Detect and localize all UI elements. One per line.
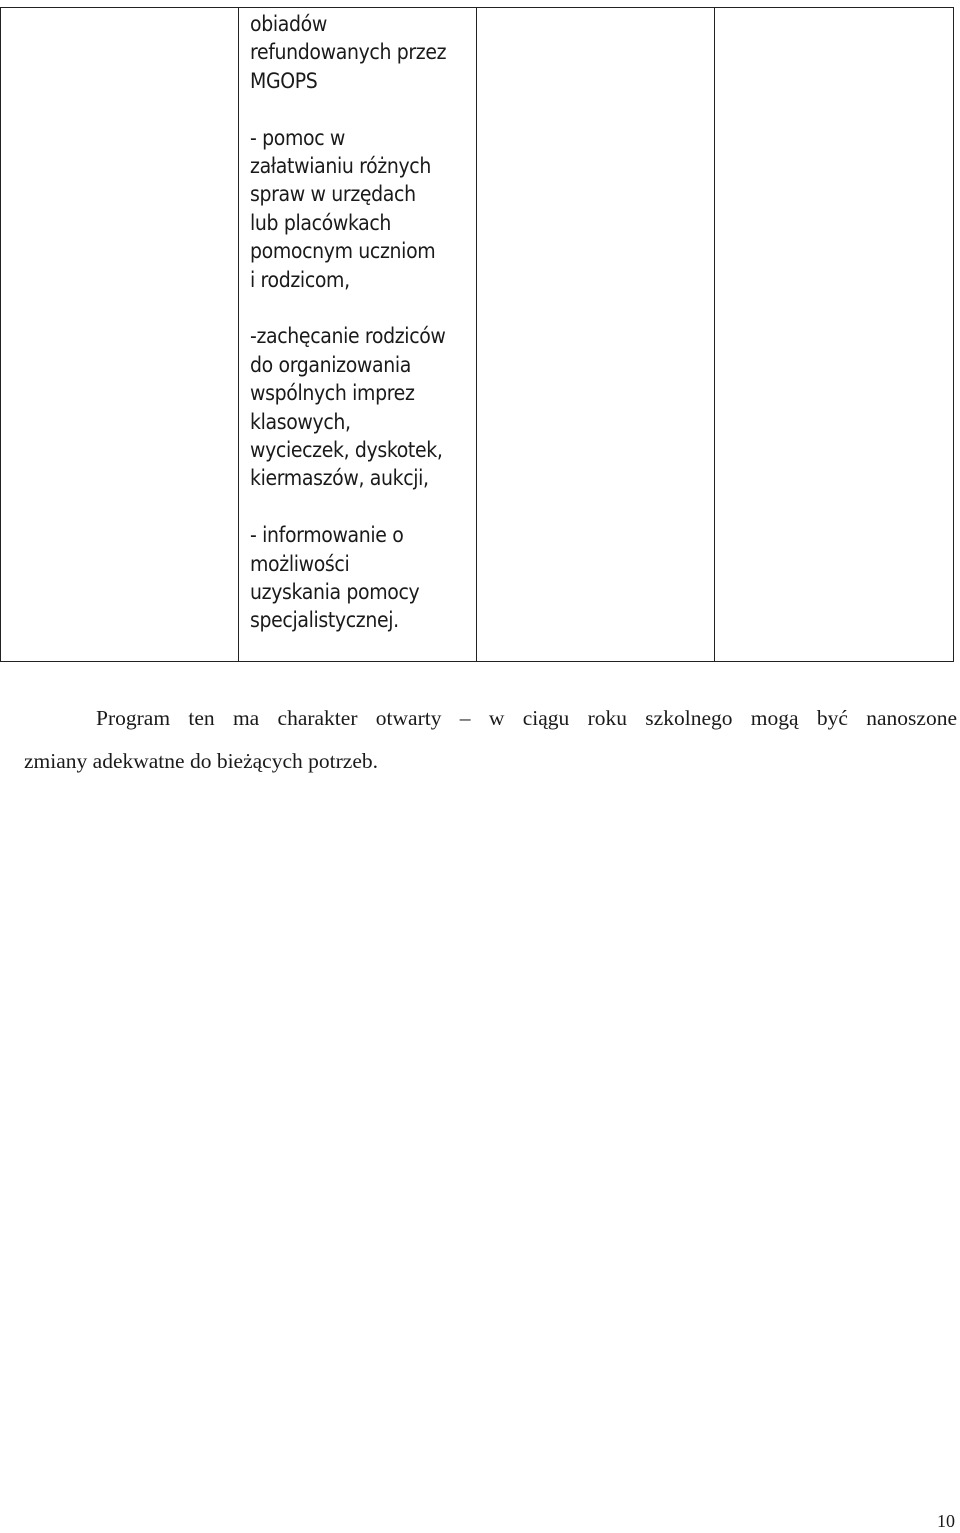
page-number: 10: [937, 1511, 955, 1531]
table-cell-col4: [715, 8, 954, 662]
paragraph-obiadow: obiadów refundowanych przez MGOPS: [250, 12, 447, 93]
note-line-1: Program ten ma charakter otwarty – w ciągu roku szkolnego mogą być nanoszone: [96, 706, 957, 730]
table-cell-col3: [477, 8, 715, 662]
note-line-2: zmiany adekwatne do bieżących potrzeb.: [24, 749, 378, 773]
paragraph-zachecanie: -zachęcanie rodziców do organizowania wspólnych imprez klasowych, wycieczek, dyskotek, kiermaszów, aukcji,: [250, 324, 446, 491]
paragraph-informowanie: - informowanie o możliwości uzyskania pomocy specjalistycznej.: [250, 523, 420, 633]
table-cell-col1: [1, 8, 239, 662]
content-table: [0, 7, 954, 662]
table-cell-col2: [239, 8, 477, 662]
program-note: [24, 703, 957, 776]
cell-text-block: [239, 8, 476, 635]
paragraph-pomoc: - pomoc w załatwianiu różnych spraw w urzędach lub placówkach pomocnym uczniom i rodzicom,: [250, 125, 436, 292]
table-row: [1, 8, 954, 662]
